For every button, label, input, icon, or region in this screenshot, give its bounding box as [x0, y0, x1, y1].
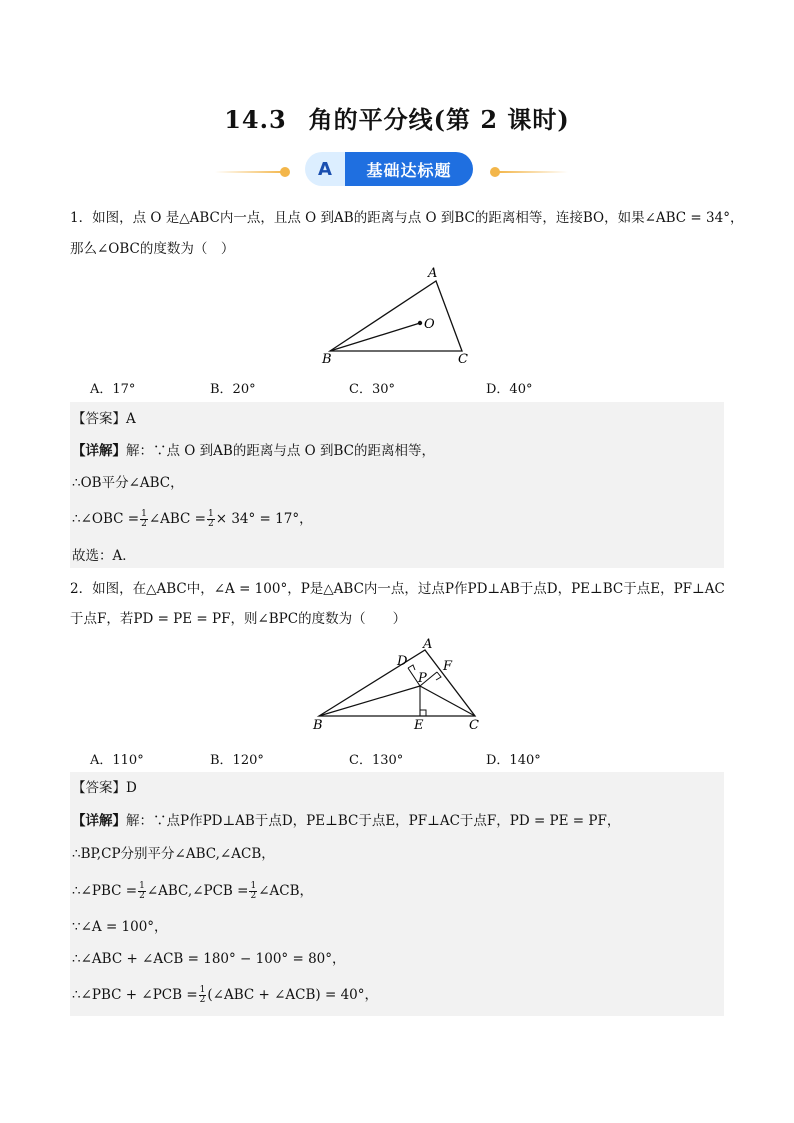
fraction-half: $\frac{1}{2}$	[139, 881, 145, 901]
q1-option-d[interactable]: D．40°	[486, 382, 533, 397]
title-text: 角的平分线(第 2 课时)	[308, 105, 570, 134]
q2-text-line2: 于点F，若PD = PE = PF，则∠BPC的度数为（ ）	[70, 611, 407, 627]
q1-detail	[72, 440, 435, 462]
fraction-half: $\frac{1}{2}$	[199, 985, 206, 1005]
segment-bo	[330, 323, 420, 351]
title-number: 14.3	[224, 105, 287, 134]
label-c: C	[469, 718, 479, 733]
banner-line-right	[498, 171, 568, 173]
q1-text-line2: 那么∠OBC的度数为（ ）	[70, 241, 235, 257]
badge-letter: A	[305, 152, 345, 186]
q2-step1: ∴BP,CP分别平分∠ABC,∠ACB，	[72, 846, 275, 862]
section-badge	[305, 152, 473, 186]
right-angle-f	[436, 672, 441, 680]
q2-option-d[interactable]: D．140°	[486, 753, 541, 768]
banner-dot-left	[280, 167, 290, 177]
label-p: P	[418, 671, 427, 686]
label-e: E	[414, 718, 424, 733]
label-b: B	[322, 352, 332, 367]
q1-option-a[interactable]: A．17°	[90, 382, 136, 397]
label-c: C	[458, 352, 468, 367]
segment-pb	[319, 686, 420, 716]
label-d: D	[397, 654, 408, 669]
q2-detail	[72, 810, 620, 832]
label-a: A	[423, 638, 433, 652]
label-f: F	[443, 659, 453, 674]
q2-step2-c: ∠ACB，	[258, 883, 313, 899]
q2-step2-b: ∠ABC,∠PCB =	[146, 883, 249, 899]
fraction-half: $\frac{1}{2}$	[141, 509, 147, 529]
q2-option-a[interactable]: A．110°	[90, 753, 144, 768]
q2-option-b[interactable]: B．120°	[210, 753, 264, 768]
q2-detail-label: 【详解】	[72, 813, 126, 829]
q1-text-line1: 1．如图，点 O 是△ABC内一点，且点 O 到AB的距离与点 O 到BC的距离相等，连接BO，如果∠ABC = 34°，	[70, 210, 744, 226]
triangle-abc	[330, 281, 462, 351]
q2-step5	[72, 984, 378, 1006]
q2-step4: ∴∠ABC + ∠ACB = 180° − 100° = 80°，	[72, 951, 346, 967]
q2-step2	[72, 880, 313, 902]
point-o	[418, 321, 422, 325]
q1-answer: 【答案】A	[72, 411, 136, 427]
q1-step2-mid: ∠ABC =	[148, 511, 206, 527]
q2-text-line1: 2．如图，在△ABC中，∠A = 100°，P是△ABC内一点，过点P作PD⊥AB于点D，PE⊥BC于点E，PF⊥AC	[70, 581, 725, 597]
fraction-half: $\frac{1}{2}$	[207, 509, 214, 529]
label-o: O	[424, 317, 435, 332]
q2-answer: 【答案】D	[72, 780, 137, 796]
fraction-half: $\frac{1}{2}$	[250, 881, 257, 901]
q1-choose: 故选：A．	[72, 548, 136, 564]
q2-option-c[interactable]: C．130°	[349, 753, 404, 768]
q2-step5-post: (∠ABC + ∠ACB) = 40°，	[207, 987, 378, 1003]
q1-step2-pre: ∴∠OBC =	[72, 511, 140, 527]
banner-line-left	[215, 171, 285, 173]
badge-text: 基础达标题	[345, 152, 473, 186]
q1-figure	[310, 262, 490, 370]
q2-step2-a: ∴∠PBC =	[72, 883, 138, 899]
page-title	[0, 100, 794, 135]
q1-option-b[interactable]: B．20°	[210, 382, 256, 397]
q1-detail-text: 解：∵点 O 到AB的距离与点 O 到BC的距离相等，	[126, 443, 435, 459]
q1-option-c[interactable]: C．30°	[349, 382, 395, 397]
q1-step2-post: × 34° = 17°，	[215, 511, 313, 527]
q2-step3: ∵∠A = 100°，	[72, 919, 168, 935]
q2-figure	[305, 638, 490, 736]
label-b: B	[313, 718, 323, 733]
q1-step2	[72, 508, 313, 530]
label-a: A	[428, 266, 438, 281]
q1-step1: ∴OB平分∠ABC，	[72, 475, 184, 491]
right-angle-e	[420, 710, 426, 716]
q1-detail-label: 【详解】	[72, 443, 126, 459]
q2-step5-pre: ∴∠PBC + ∠PCB =	[72, 987, 198, 1003]
segment-pc	[420, 686, 475, 716]
q2-detail-text: 解：∵点P作PD⊥AB于点D，PE⊥BC于点E，PF⊥AC于点F，PD = PE = PF，	[126, 813, 621, 829]
